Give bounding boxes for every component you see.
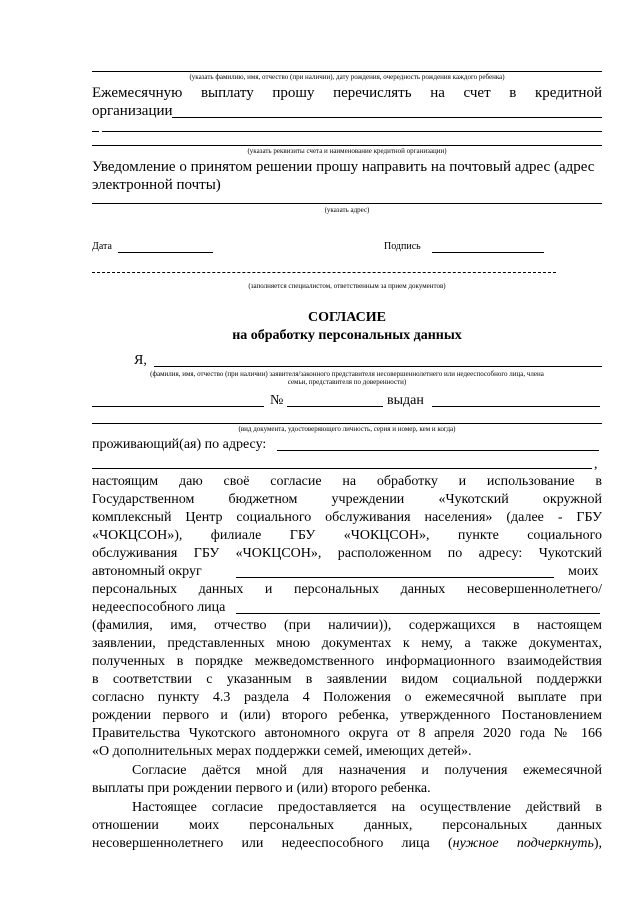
i-label: Я, bbox=[134, 353, 147, 368]
para4-line-3 bbox=[92, 835, 602, 853]
address-caption: (указать адрес) bbox=[324, 206, 370, 214]
document-caption: (вид документа, удостоверяющего личность, серия и номер, кем и когда) bbox=[238, 425, 456, 433]
para2-last-line: «О дополнительных мерах поддержки семей, имеющих детей». bbox=[92, 744, 472, 759]
para4-line-1: Настоящее согласие предоставляется на осуществление действий в bbox=[132, 800, 602, 815]
incapable-field[interactable] bbox=[236, 613, 600, 614]
bank-line-2[interactable] bbox=[102, 131, 602, 132]
para2-line-2: заявлении, представленных мною документах к нему, а также документах, bbox=[92, 636, 602, 651]
child-info-caption: (указать фамилию, имя, отчество (при наличии), дату рождения, очередность рождения каждого ребенка) bbox=[189, 73, 505, 81]
bank-line-3[interactable] bbox=[92, 145, 602, 146]
bank-line-1[interactable] bbox=[172, 117, 602, 118]
issued-by-field[interactable] bbox=[432, 406, 600, 407]
residence-field-2[interactable] bbox=[92, 468, 592, 469]
document-number-field[interactable] bbox=[287, 406, 383, 407]
issued-label: выдан bbox=[387, 393, 424, 408]
document-type-field[interactable] bbox=[92, 406, 264, 407]
para4-line-3-end: ), bbox=[593, 836, 602, 851]
para3-line-1: Согласие даётся мной для назначения и получения ежемесячной bbox=[132, 763, 602, 778]
para1-line-4: «ЧОКЦСОН»), филиале ГБУ «ЧОКЦСОН», пункте социального bbox=[92, 528, 602, 543]
date-label: Дата bbox=[92, 241, 112, 252]
person-caption-1: (фамилия, имя, отчество (при наличии) заявителя/законного представителя несовершеннолетнего или недееспособного лица, члена bbox=[150, 370, 544, 378]
bank-caption: (указать реквизиты счета и наименование кредитной организации) bbox=[247, 147, 447, 155]
para1-line-2: Государственном бюджетном учреждении «Чукотский окружной bbox=[92, 492, 602, 507]
para2-line-4: в соответствии с указанным в заявлении видом социальной поддержки bbox=[92, 672, 602, 687]
para2-line-7: Правительства Чукотского автономного округа от 8 апреля 2020 года № 166 bbox=[92, 726, 602, 741]
payment-text-line1: Ежемесячную выплату прошу перечислять на счет в кредитной bbox=[92, 85, 602, 101]
para2-line-5: согласно пункту 4.3 раздела 4 Положения о ежемесячной выплате при bbox=[92, 690, 602, 705]
consent-subtitle: на обработку персональных данных bbox=[232, 328, 462, 343]
payment-text-line2: организации bbox=[92, 103, 173, 119]
residing-label: проживающий(ая) по адресу: bbox=[92, 437, 267, 452]
residence-comma: , bbox=[594, 457, 598, 472]
para4-line-2: отношении моих персональных данных, персональных данных bbox=[92, 818, 602, 833]
para4-line-3-italic: нужное подчеркнуть bbox=[452, 836, 594, 851]
para4-line-3-start: несовершеннолетнего или недееспособного лица ( bbox=[92, 836, 453, 851]
residence-field-1[interactable] bbox=[277, 450, 599, 451]
para1-line-1: настоящим даю своё согласие на обработку и использование в bbox=[92, 474, 602, 489]
para2-line-1: (фамилия, имя, отчество (при наличии)), содержащихся в настоящем bbox=[92, 618, 602, 633]
person-caption-2: семьи, представителя по доверенности) bbox=[287, 378, 407, 386]
signature-label: Подпись bbox=[384, 241, 421, 252]
date-field[interactable] bbox=[118, 252, 213, 253]
bank-short-dash bbox=[92, 131, 99, 132]
para1-line-5: обслуживания ГБУ «ЧОКЦСОН», расположенном по адресу: Чукотский bbox=[92, 546, 602, 561]
para2-line-3: полученных в порядке межведомственного информационного взаимодействия bbox=[92, 654, 602, 669]
notice-text-line2: электронной почты) bbox=[92, 177, 221, 193]
specialist-dashed-line bbox=[92, 272, 556, 273]
para2-line-6: рождении первого и (или) второго ребенка, утвержденного Постановлением bbox=[92, 708, 602, 723]
address-line[interactable] bbox=[92, 203, 602, 204]
person-name-line[interactable] bbox=[154, 366, 602, 367]
autonomous-field[interactable] bbox=[236, 577, 554, 578]
specialist-caption: (заполняется специалистом, ответственным за прием документов) bbox=[248, 282, 446, 290]
consent-title: СОГЛАСИЕ bbox=[308, 310, 386, 325]
notice-text-line1: Уведомление о принятом решении прошу направить на почтовый адрес (адрес bbox=[92, 159, 595, 175]
incapable-label: недееспособного лица bbox=[92, 600, 226, 615]
my-label: моих bbox=[568, 564, 599, 579]
para1-line-3: комплексный Центр социального обслуживания населения» (далее - ГБУ bbox=[92, 510, 602, 525]
autonomous-label: автономный округ bbox=[92, 564, 202, 579]
number-label: № bbox=[270, 393, 284, 408]
para3-line-2: выплаты при рождении первого и (или) второго ребенка. bbox=[92, 781, 431, 796]
issued-by-field-2[interactable] bbox=[92, 423, 602, 424]
pd-line: персональных данных и персональных данных несовершеннолетнего/ bbox=[92, 582, 602, 597]
child-info-line[interactable] bbox=[92, 71, 602, 72]
signature-field[interactable] bbox=[432, 252, 544, 253]
